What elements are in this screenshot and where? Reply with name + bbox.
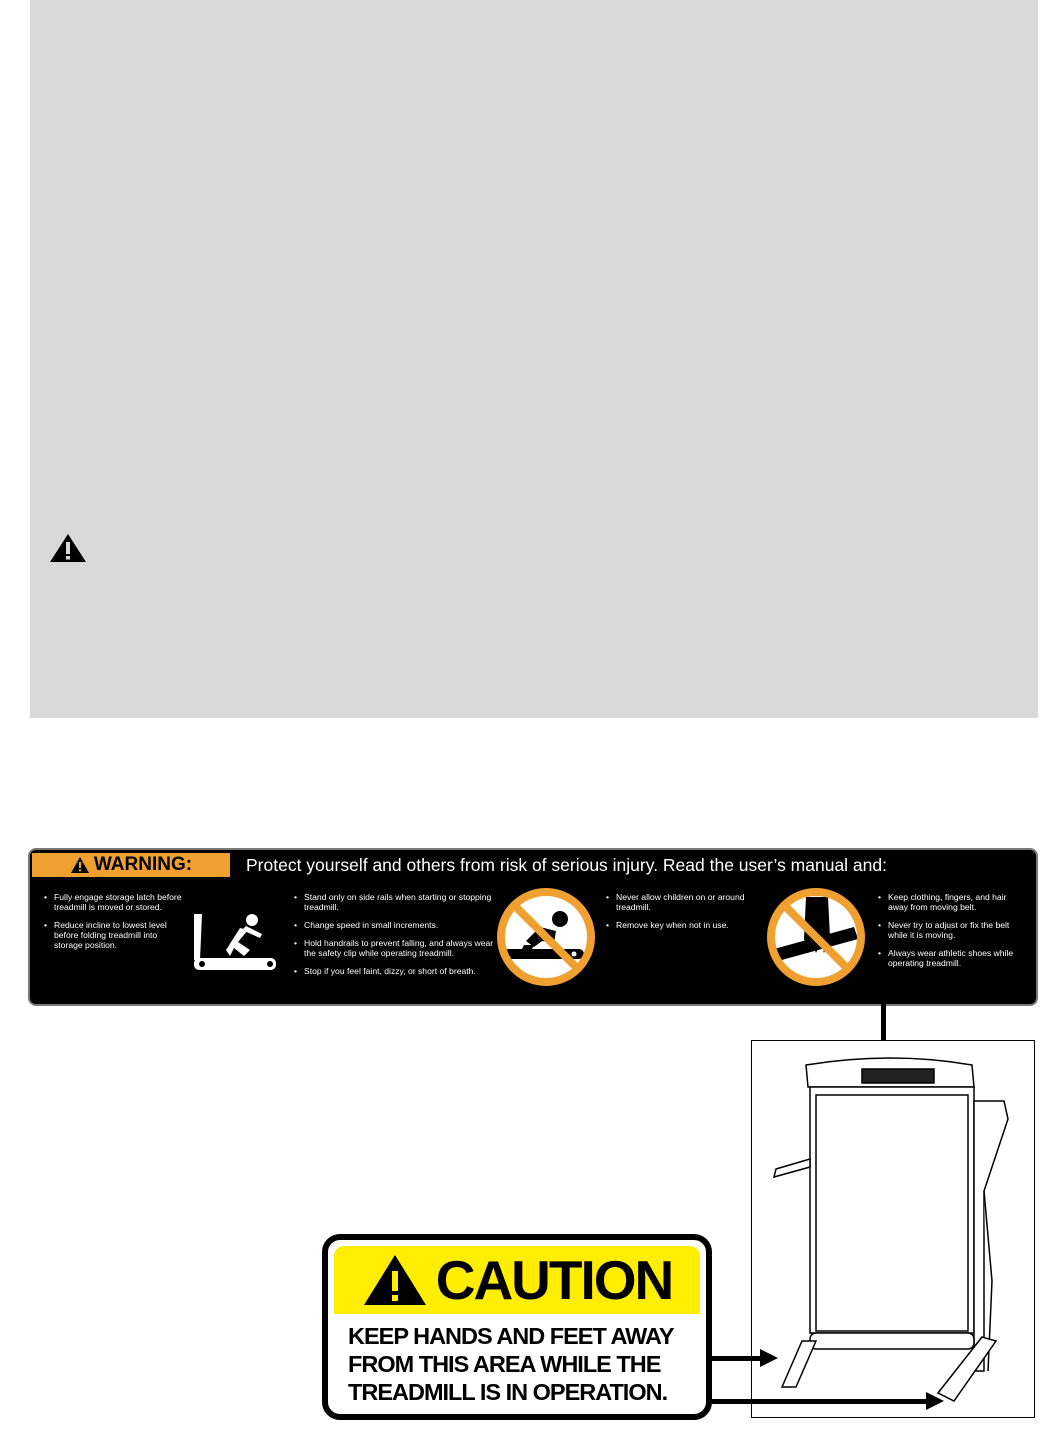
treadmill-illustration [752,1041,1033,1416]
warning-bullet: • Always wear athletic shoes while operating treadmill. [878,948,1028,968]
arrow-head-icon [926,1392,944,1410]
caution-arrow-line-2 [712,1399,930,1404]
warning-bullet: • Hold handrails to prevent falling, and always wear the safety clip while operating treadmill. [294,938,494,958]
caution-decal [322,1234,712,1420]
warning-bullet: • Stand only on side rails when starting or stopping treadmill. [294,892,494,912]
warning-triangle-icon [362,1253,428,1307]
warning-column-4 [878,892,1028,976]
warning-headline: Protect yourself and others from risk of serious injury. Read the user’s manual and: [246,855,887,875]
warning-triangle-icon [48,533,88,563]
warning-label [32,853,230,877]
caution-header [334,1246,700,1314]
warning-bullet: • Fully engage storage latch before treadmill is moved or stored. [44,892,184,912]
warning-column-1 [44,892,184,958]
warning-bullet: • Keep clothing, fingers, and hair away from moving belt. [878,892,1028,912]
caution-title: CAUTION [435,1248,673,1311]
warning-column-3 [606,892,756,938]
warning-bullet: • Stop if you feel faint, dizzy, or short of breath. [294,966,494,976]
warning-bullet: • Reduce incline to lowest level before folding treadmill into storage position. [44,920,184,950]
warning-bullet: • Change speed in small increments. [294,920,494,930]
fall-hazard-icon [190,910,280,974]
caution-arrow-line-1 [712,1356,764,1361]
caution-line: TREADMILL IS IN OPERATION. [348,1379,668,1405]
caution-message [348,1322,698,1406]
warning-bullet: • Never try to adjust or fix the belt while it is moving. [878,920,1028,940]
warning-decal [30,850,1036,1004]
warning-triangle-icon [70,856,90,874]
warning-bullet: • Never allow children on or around treadmill. [606,892,756,912]
no-children-icon [496,887,596,987]
no-hands-belt-icon [766,887,866,987]
gray-content-panel [30,0,1038,718]
caution-line: FROM THIS AREA WHILE THE [348,1351,661,1377]
warning-column-2 [294,892,494,984]
treadmill-illustration-frame [751,1040,1035,1418]
warning-bullet: • Remove key when not in use. [606,920,756,930]
caution-line: KEEP HANDS AND FEET AWAY [348,1323,674,1349]
warning-label-text: WARNING: [93,854,193,875]
arrow-head-icon [760,1349,778,1367]
